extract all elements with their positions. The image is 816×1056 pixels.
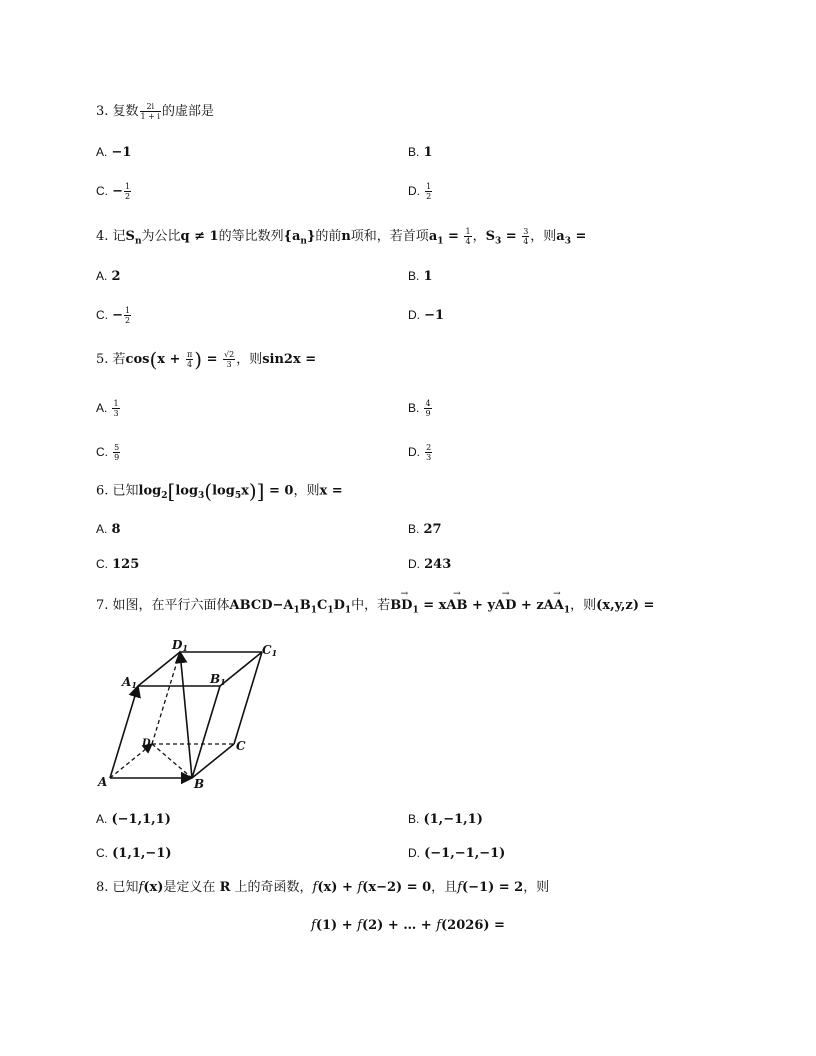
- option-value: −1: [111, 145, 132, 160]
- q5-rparen: ): [194, 347, 203, 372]
- option-value: 125: [112, 557, 140, 572]
- option-label: B.: [408, 401, 420, 415]
- q4-eq: =: [501, 229, 522, 244]
- question-5-stem: [96, 347, 317, 372]
- q4-text: 项和，若首项: [350, 229, 429, 244]
- q8-expr: (x) +: [317, 880, 358, 895]
- option-fraction: [113, 443, 120, 462]
- label-b1: B1: [210, 672, 226, 687]
- q8-sum-formula: [0, 918, 816, 933]
- q8-expr: (2) + … +: [361, 918, 437, 933]
- q7-option-a[interactable]: [96, 811, 171, 828]
- q3-den: 1 + i: [140, 112, 160, 121]
- question-4-stem: [96, 227, 586, 250]
- frac-den: 2: [125, 316, 131, 325]
- option-label: D.: [408, 308, 420, 322]
- q4-seq-sub: n: [300, 236, 307, 247]
- label-c: C: [236, 739, 246, 753]
- frac-num: 1: [426, 182, 432, 191]
- q5-sin: sin2x =: [262, 352, 317, 367]
- q4-a1: a: [428, 229, 438, 244]
- option-fraction: [424, 399, 431, 418]
- option-fraction: [112, 399, 119, 418]
- diag-db-hidden: [152, 744, 192, 778]
- vec-label: BD: [390, 598, 413, 613]
- label-d1: D1: [172, 638, 188, 653]
- q4-text: ，则: [530, 229, 557, 244]
- frac-num: 1: [125, 182, 131, 191]
- q6-rbracket: ]: [256, 479, 265, 503]
- q7-solid: ABCD−A: [229, 598, 294, 613]
- frac-num: 1: [465, 227, 471, 236]
- frac-den: 9: [425, 409, 431, 418]
- question-8-stem: [96, 880, 549, 896]
- q4-a3-sub: 3: [564, 236, 571, 247]
- label-c1: C1: [262, 643, 278, 658]
- q3-prefix: 3. 复数: [96, 104, 139, 119]
- edge-cb: [192, 744, 234, 778]
- q4-comma: ，: [472, 229, 486, 244]
- option-value: 27: [423, 522, 442, 537]
- q6-text: ，则: [293, 483, 320, 499]
- q7-plus: + y: [467, 598, 495, 613]
- option-label: D.: [408, 557, 420, 571]
- q5-text: ，则: [236, 352, 263, 367]
- q4-text: 4. 记: [96, 229, 126, 244]
- q4-s: S: [125, 229, 135, 244]
- q6-option-b[interactable]: [408, 521, 442, 538]
- edge-b1c1: [220, 652, 262, 686]
- q3-option-d[interactable]: [408, 182, 433, 201]
- option-label: C.: [96, 308, 108, 322]
- q7-solid: D: [333, 598, 345, 613]
- option-label: C.: [96, 846, 108, 860]
- q3-option-b[interactable]: [408, 144, 433, 161]
- option-value: 243: [424, 557, 452, 572]
- edge-dd1-hidden: [152, 652, 180, 744]
- q7-text: 中，若: [351, 598, 391, 613]
- option-value: 1: [423, 145, 433, 160]
- q6-lbracket: [: [167, 479, 176, 503]
- q4-frac1: [464, 227, 471, 246]
- q7-option-c[interactable]: [96, 845, 172, 862]
- q7-sub: 1: [310, 605, 317, 616]
- label-a1: A1: [122, 675, 137, 690]
- q4-a1-sub: 1: [437, 236, 444, 247]
- option-label: A.: [96, 522, 108, 536]
- q4-option-c[interactable]: [96, 306, 132, 325]
- q5-lparen: (: [149, 347, 158, 372]
- frac-num: 5: [114, 443, 120, 452]
- frac-den: 3: [226, 360, 232, 369]
- q8-expr: (−1) = 2: [461, 880, 524, 895]
- vec-label: AA: [543, 598, 564, 613]
- edge-d1a1: [138, 652, 180, 686]
- q8-f: f: [357, 918, 362, 933]
- q6-log-sub: 5: [234, 491, 242, 502]
- option-value: (−1,−1,−1): [424, 846, 506, 861]
- q5-option-c[interactable]: [96, 443, 121, 462]
- q6-log: log: [175, 483, 199, 499]
- q3-fraction: [140, 102, 161, 121]
- option-label: B.: [408, 522, 420, 536]
- vector-bd1-line: [180, 652, 192, 778]
- q5-pi-frac: [186, 350, 193, 369]
- q8-expr: (2026) =: [441, 918, 505, 933]
- q5-eq: =: [202, 352, 222, 367]
- q4-frac2: [522, 227, 529, 246]
- q6-lparen: (: [204, 479, 213, 503]
- q6-log: log: [138, 483, 162, 499]
- q7-sub: 1: [327, 605, 334, 616]
- label-b: B: [194, 777, 205, 791]
- question-3-stem: [96, 102, 214, 121]
- frac-den: 2: [426, 192, 432, 201]
- q7-text: 7. 如图，在平行六面体: [96, 598, 230, 613]
- option-fraction: [124, 182, 131, 201]
- q5-option-d[interactable]: [408, 443, 433, 462]
- q4-seq-end: }: [306, 229, 316, 244]
- option-neg: −: [112, 308, 124, 323]
- option-value: 8: [111, 522, 121, 537]
- q7-sub: 1: [293, 605, 300, 616]
- q5-text: 5. 若: [96, 352, 126, 367]
- option-label: A.: [96, 145, 108, 159]
- frac-den: 4: [465, 237, 471, 246]
- option-value: (−1,1,1): [111, 812, 171, 827]
- option-label: A.: [96, 401, 108, 415]
- q6-x2: x =: [319, 483, 343, 499]
- edge-c1c: [234, 652, 262, 744]
- q4-cond: q ≠ 1: [180, 229, 219, 244]
- q3-num: 2i: [140, 102, 161, 112]
- vec-sub: 1: [412, 605, 419, 616]
- frac-den: 4: [187, 360, 193, 369]
- q7-solid: B: [299, 598, 311, 613]
- option-value: (1,1,−1): [112, 846, 172, 861]
- option-fraction: [425, 182, 432, 201]
- vector-bd1: [390, 598, 419, 619]
- q4-s3: S: [485, 229, 495, 244]
- q4-s3-sub: 3: [494, 236, 502, 247]
- q8-f: f: [457, 880, 462, 895]
- q7-option-b[interactable]: [408, 811, 483, 828]
- q8-expr: (x−2) = 0: [362, 880, 432, 895]
- option-neg: −: [112, 184, 124, 199]
- frac-den: 3: [426, 453, 432, 462]
- q8-text: 上的奇函数，: [234, 880, 313, 895]
- q8-f: f: [311, 918, 316, 933]
- q6-log-sub: 3: [198, 491, 205, 502]
- q8-expr: (1) +: [315, 918, 358, 933]
- option-fraction: [124, 306, 131, 325]
- vec-sub: 1: [563, 605, 571, 616]
- q6-text: 6. 已知: [96, 483, 139, 499]
- frac-den: 9: [114, 453, 120, 462]
- question-6-stem: [96, 479, 343, 504]
- q6-x: x: [241, 483, 249, 499]
- option-value: −1: [424, 308, 445, 323]
- q4-text: 为公比: [141, 229, 181, 244]
- q8-f: f: [357, 880, 363, 895]
- q7-eq: = x: [418, 598, 447, 613]
- q4-eq: =: [443, 229, 464, 244]
- frac-num: 1: [125, 306, 131, 315]
- q8-f: f: [312, 880, 318, 895]
- frac-den: 2: [125, 192, 131, 201]
- q8-text: ，且: [431, 880, 458, 895]
- frac-num: 4: [425, 399, 431, 408]
- q7-option-d[interactable]: [408, 845, 505, 862]
- q8-f: f: [138, 880, 144, 895]
- edge-b1b: [192, 686, 220, 778]
- q3-option-a[interactable]: [96, 144, 131, 161]
- option-value: (1,−1,1): [423, 812, 483, 827]
- option-value: 2: [111, 269, 121, 284]
- frac-num: π: [186, 350, 193, 359]
- vector-aa1-line: [110, 686, 138, 778]
- option-label: C.: [96, 184, 108, 198]
- q6-option-a[interactable]: [96, 521, 121, 538]
- option-label: A.: [96, 269, 108, 283]
- vector-ad: → AD: [495, 598, 516, 614]
- option-label: D.: [408, 184, 420, 198]
- option-label: A.: [96, 812, 108, 826]
- vector-aa1: [544, 598, 570, 619]
- q4-s-sub: n: [134, 236, 142, 247]
- q4-n: n: [341, 229, 351, 244]
- option-label: D.: [408, 445, 420, 459]
- q8-r: R: [219, 880, 231, 895]
- q6-eq: = 0: [264, 483, 294, 499]
- q5-option-b[interactable]: [408, 399, 433, 418]
- vector-ad-line: [110, 744, 152, 778]
- q4-text: 的前: [315, 229, 342, 244]
- q6-option-d[interactable]: [408, 556, 451, 573]
- q6-rparen: ): [248, 479, 257, 503]
- q6-log: log: [212, 483, 235, 499]
- q7-solid: C: [317, 598, 328, 613]
- frac-num: 3: [523, 227, 529, 236]
- q8-arg: (x): [143, 880, 164, 895]
- q8-f: f: [436, 918, 442, 933]
- q4-option-d[interactable]: [408, 307, 444, 324]
- option-label: B.: [408, 145, 420, 159]
- option-label: C.: [96, 445, 108, 459]
- option-label: C.: [96, 557, 108, 571]
- q5-option-a[interactable]: [96, 399, 121, 418]
- frac-den: 4: [523, 237, 529, 246]
- vector-ab: → AB: [446, 598, 467, 614]
- q4-a3: a: [556, 229, 565, 244]
- q4-option-b[interactable]: [408, 268, 433, 285]
- q6-log-sub: 2: [161, 491, 168, 502]
- q3-suffix: 的虚部是: [161, 104, 214, 119]
- q6-option-c[interactable]: [96, 556, 139, 573]
- frac-num: 2: [426, 443, 432, 452]
- q8-text: 8. 已知: [96, 880, 139, 895]
- q8-text: 是定义在: [163, 880, 216, 895]
- q3-option-c[interactable]: [96, 182, 132, 201]
- q5-cos: cos: [125, 352, 150, 367]
- option-label: B.: [408, 269, 420, 283]
- q4-seq: {a: [283, 229, 301, 244]
- q7-plus: + z: [516, 598, 544, 613]
- frac-num: 1: [113, 399, 119, 408]
- q8-text: ，则: [523, 880, 550, 895]
- q7-sub: 1: [344, 605, 352, 616]
- q7-text: ，则: [570, 598, 597, 613]
- parallelepiped-figure: [96, 636, 276, 796]
- option-label: D.: [408, 846, 420, 860]
- question-7-stem: [96, 598, 654, 619]
- q4-eq: =: [571, 229, 587, 244]
- option-value: 1: [423, 269, 433, 284]
- label-d: D: [142, 738, 151, 749]
- label-a: A: [98, 775, 108, 789]
- q5-root-frac: [223, 350, 235, 369]
- q7-xyz: (x,y,z) =: [596, 598, 655, 613]
- q4-text: 的等比数列: [218, 229, 284, 244]
- option-label: B.: [408, 812, 420, 826]
- option-fraction: [425, 443, 432, 462]
- frac-den: 3: [113, 409, 119, 418]
- frac-num: √2: [224, 350, 235, 359]
- q4-option-a[interactable]: [96, 268, 121, 285]
- q5-x: x +: [157, 352, 185, 367]
